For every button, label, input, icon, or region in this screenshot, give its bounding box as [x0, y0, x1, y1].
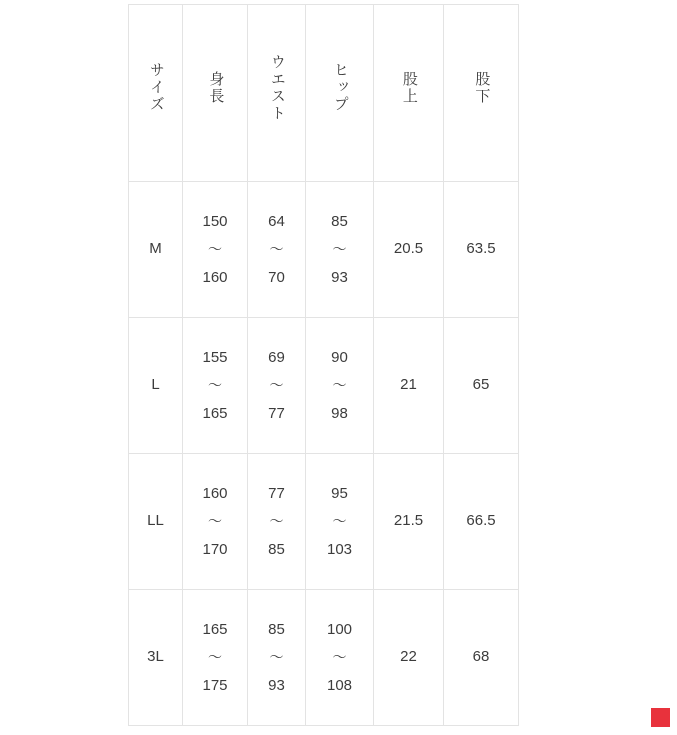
cell-inseam: [444, 454, 519, 590]
height-min: 155: [202, 348, 228, 366]
hip-max: 93: [331, 269, 348, 287]
waist-range: [248, 615, 305, 701]
height-min: 165: [202, 620, 228, 638]
column-header-rise: [374, 5, 444, 182]
hip-range: [306, 343, 373, 429]
column-header-height-label: 身長: [207, 70, 225, 105]
hip-separator: 〜: [332, 376, 347, 393]
rise-value: 22: [400, 648, 417, 666]
hip-range: [306, 615, 373, 701]
height-separator: 〜: [208, 240, 222, 257]
table-body: [129, 182, 519, 726]
height-max: 175: [202, 677, 228, 695]
size-value: LL: [147, 512, 164, 530]
size-value: M: [149, 240, 162, 258]
height-range: [183, 479, 247, 565]
cell-size: [129, 590, 183, 726]
waist-min: 77: [268, 484, 285, 502]
cell-size: [129, 318, 183, 454]
height-range: [183, 615, 247, 701]
cell-size: [129, 454, 183, 590]
waist-separator: 〜: [269, 648, 284, 665]
hip-max: 108: [326, 677, 353, 695]
cell-inseam: [444, 182, 519, 318]
inseam-value: 66.5: [466, 512, 496, 530]
table-row: [129, 318, 519, 454]
table-row: [129, 454, 519, 590]
height-max: 165: [202, 405, 228, 423]
cell-height: [183, 318, 248, 454]
cell-hip: [306, 454, 374, 590]
hip-separator: 〜: [332, 512, 347, 529]
red-square-marker: [651, 708, 670, 727]
cell-waist: [248, 590, 306, 726]
cell-rise: [374, 318, 444, 454]
waist-range: [248, 207, 305, 293]
cell-rise: [374, 454, 444, 590]
rise-value: 21: [400, 376, 417, 394]
hip-max: 98: [331, 405, 348, 423]
cell-size: [129, 182, 183, 318]
inseam-value: 63.5: [466, 240, 496, 258]
rise-value: 21.5: [393, 512, 424, 530]
inseam-value: 65: [472, 376, 490, 394]
waist-min: 64: [268, 212, 285, 230]
column-header-size-label: サイズ: [147, 62, 165, 114]
height-min: 160: [202, 484, 228, 502]
cell-rise: [374, 182, 444, 318]
cell-height: [183, 182, 248, 318]
cell-hip: [306, 590, 374, 726]
cell-hip: [306, 318, 374, 454]
cell-waist: [248, 182, 306, 318]
cell-waist: [248, 454, 306, 590]
cell-height: [183, 454, 248, 590]
height-separator: 〜: [208, 648, 222, 665]
table-header: [129, 5, 519, 182]
cell-hip: [306, 182, 374, 318]
height-max: 160: [202, 269, 228, 287]
rise-value: 20.5: [393, 240, 424, 258]
height-separator: 〜: [208, 376, 222, 393]
hip-separator: 〜: [332, 240, 347, 257]
cell-rise: [374, 590, 444, 726]
hip-min: 95: [331, 484, 348, 502]
column-header-hip: [306, 5, 374, 182]
hip-min: 85: [331, 212, 348, 230]
waist-min: 85: [268, 620, 285, 638]
cell-inseam: [444, 318, 519, 454]
waist-separator: 〜: [269, 376, 284, 393]
size-value: 3L: [147, 648, 164, 666]
cell-inseam: [444, 590, 519, 726]
cell-height: [183, 590, 248, 726]
height-separator: 〜: [208, 512, 222, 529]
hip-min: 90: [331, 348, 348, 366]
column-header-size: [129, 5, 183, 182]
column-header-waist-label: ウエスト: [268, 53, 286, 122]
waist-range: [248, 479, 305, 565]
column-header-waist: [248, 5, 306, 182]
waist-separator: 〜: [269, 512, 284, 529]
height-min: 150: [202, 212, 228, 230]
height-range: [183, 343, 247, 429]
table-row: [129, 590, 519, 726]
hip-min: 100: [326, 620, 353, 638]
column-header-hip-label: ヒップ: [331, 62, 349, 114]
hip-max: 103: [326, 541, 353, 559]
size-value: L: [151, 376, 160, 394]
hip-range: [306, 479, 373, 565]
size-chart-table: [128, 4, 519, 726]
waist-max: 77: [268, 405, 285, 423]
waist-max: 93: [268, 677, 285, 695]
column-header-inseam: [444, 5, 519, 182]
height-range: [183, 207, 247, 293]
waist-range: [248, 343, 305, 429]
waist-separator: 〜: [269, 240, 284, 257]
column-header-rise-label: 股上: [400, 70, 418, 105]
waist-max: 85: [268, 541, 285, 559]
waist-min: 69: [268, 348, 285, 366]
column-header-inseam-label: 股下: [473, 70, 491, 105]
size-chart-container: [128, 4, 518, 726]
cell-waist: [248, 318, 306, 454]
table-row: [129, 182, 519, 318]
inseam-value: 68: [472, 648, 490, 666]
table-header-row: [129, 5, 519, 182]
hip-separator: 〜: [332, 648, 347, 665]
column-header-height: [183, 5, 248, 182]
hip-range: [306, 207, 373, 293]
waist-max: 70: [268, 269, 285, 287]
height-max: 170: [202, 541, 228, 559]
